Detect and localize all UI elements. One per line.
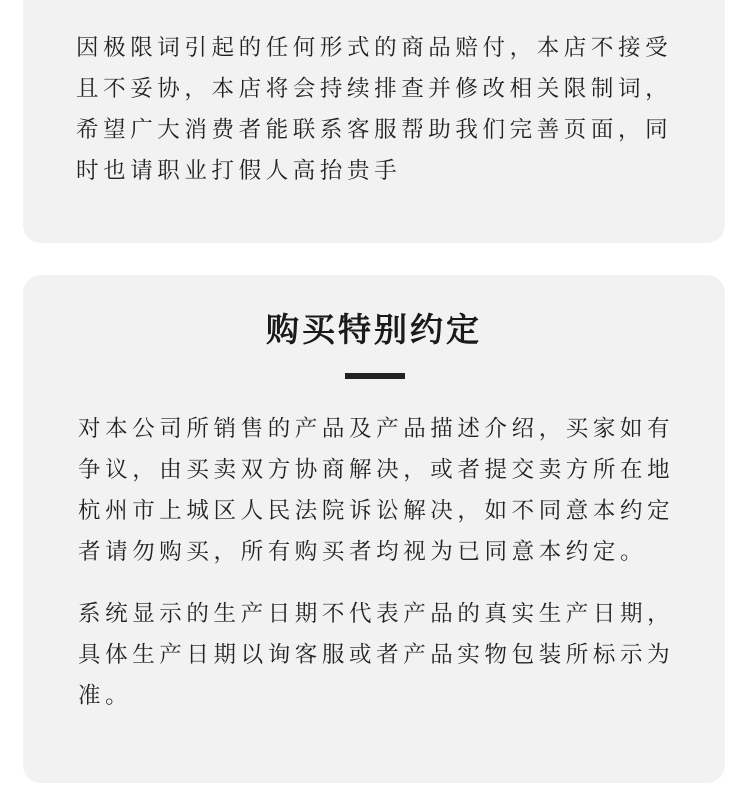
agreement-card <box>23 275 725 783</box>
agreement-title: 购买特别约定 <box>266 310 482 349</box>
notice-text: 因极限词引起的任何形式的商品赔付，本店不接受且不妥协，本店将会持续排查并修改相关限制词，希望广大消费者能联系客服帮助我们完善页面，同时也请职业打假人高抬贵手 <box>76 35 673 184</box>
agreement-paragraph-dispute: 对本公司所销售的产品及产品描述介绍，买家如有争议，由买卖双方协商解决，或者提交卖方所在地杭州市上城区人民法院诉讼解决，如不同意本约定者请勿购买，所有购买者均视为已同意本约定。 <box>78 416 675 565</box>
title-underline <box>345 373 405 379</box>
agreement-paragraph-production-date: 系统显示的生产日期不代表产品的真实生产日期，具体生产日期以询客服或者产品实物包装所标示为准。 <box>78 601 675 709</box>
notice-card <box>23 0 725 243</box>
